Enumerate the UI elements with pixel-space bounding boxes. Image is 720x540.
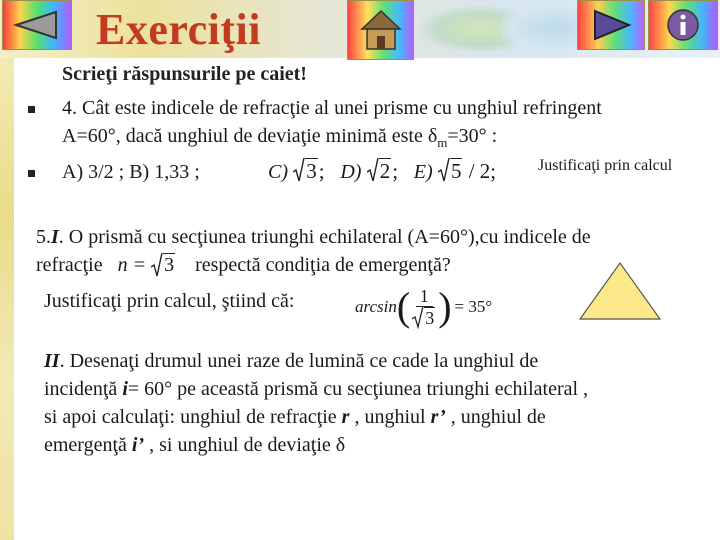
question-4-line1: 4. Cât este indicele de refracţie al unei prisme cu unghiul refringent bbox=[62, 97, 602, 119]
question-5-line2: refracţie n = 3 respectă condiţia de emergenţă? bbox=[36, 254, 451, 276]
left-decor-strip bbox=[0, 0, 14, 540]
page-title: Exerciţii bbox=[96, 5, 261, 54]
back-button[interactable] bbox=[2, 0, 72, 50]
info-button[interactable] bbox=[648, 0, 718, 50]
option-e-sqrt: 5 bbox=[438, 159, 463, 184]
fraction: $\frac{1}{3}$ bbox=[412, 286, 436, 329]
home-icon bbox=[358, 7, 404, 53]
question-4-text: A=60°, dacă unghiul de deviaţie minimă este δ bbox=[62, 125, 438, 147]
next-button[interactable] bbox=[577, 0, 645, 50]
question-2-line1: II. Desenaţi drumul unei raze de lumină ce cade la unghiul de bbox=[44, 350, 539, 372]
home-button[interactable] bbox=[347, 0, 414, 60]
option-d-sqrt: 2 bbox=[367, 159, 392, 184]
delta-subscript: m bbox=[437, 135, 448, 150]
question-5-line3: Justificaţi prin calcul, ştiind că: bbox=[44, 290, 295, 312]
roman-numeral: II bbox=[44, 350, 60, 372]
answer-options-math: C) 3; D) 2; E) 5 / 2; bbox=[268, 159, 497, 183]
info-icon bbox=[665, 7, 701, 43]
instruction-text: Scrieţi răspunsurile pe caiet! bbox=[62, 63, 307, 85]
question-5-line1: 5.I. O prismă cu secţiunea triunghi echilateral (A=60°),cu indicele de bbox=[36, 226, 591, 248]
arcsin-formula: arcsin ( $\frac{1}{3}$ ) = 35° bbox=[355, 284, 493, 329]
justify-note: Justificaţi prin calcul bbox=[538, 157, 673, 174]
question-2-line4: emergenţă i’ , si unghiul de deviaţie δ bbox=[44, 434, 346, 456]
option-e-label: E) bbox=[413, 161, 433, 183]
sqrt-3: 3 bbox=[151, 254, 175, 277]
option-d-label: D) bbox=[340, 161, 362, 183]
arrow-right-icon bbox=[589, 8, 633, 42]
equilateral-triangle-figure bbox=[578, 261, 662, 321]
option-c-sqrt: 3 bbox=[293, 159, 318, 184]
roman-numeral: I bbox=[51, 226, 59, 248]
question-2-line2: incidenţă i= 60° pe această prismă cu secţiunea triunghi echilateral , bbox=[44, 378, 589, 400]
bullet-marker bbox=[28, 170, 35, 177]
arrow-left-icon bbox=[12, 10, 62, 40]
option-e-tail: / 2; bbox=[468, 159, 497, 183]
question-2-line3: si apoi calculaţi: unghiul de refracţie r , unghiul r’ , unghiul de bbox=[44, 406, 546, 428]
question-4-value: =30° : bbox=[447, 125, 498, 147]
refractive-index-formula: n = 3 bbox=[117, 254, 175, 276]
sqrt-3-denominator: 3 bbox=[412, 307, 435, 329]
option-c-label: C) bbox=[268, 161, 288, 183]
answer-options-ab: A) 3/2 ; B) 1,33 ; bbox=[62, 161, 200, 183]
question-4-line2 bbox=[62, 125, 497, 151]
bullet-marker bbox=[28, 106, 35, 113]
